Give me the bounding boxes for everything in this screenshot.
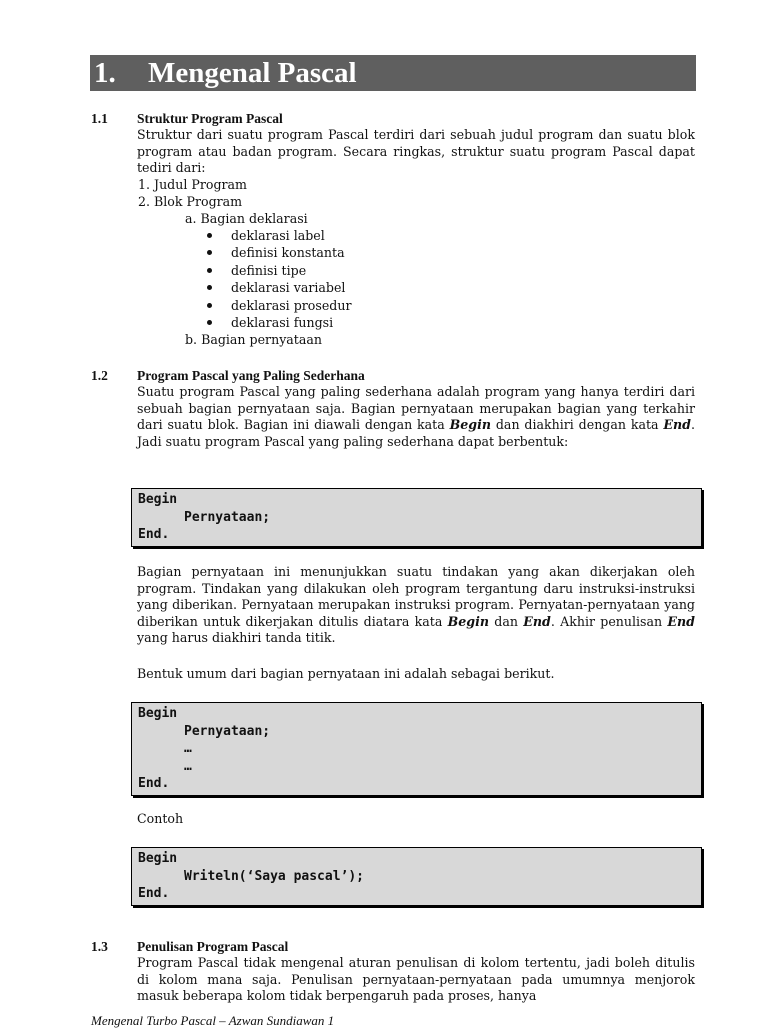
keyword-end: End [523,613,551,629]
code-block-general [131,702,702,796]
code-line: End. [138,527,170,542]
section-number: 1.1 [91,111,108,126]
paragraph-general-form: Bentuk umum dari bagian pernyataan ini adalah sebagai berikut. [137,666,555,681]
paragraph-simplest-program: Suatu program Pascal yang paling sederhana adalah program yang hanya terdiri dari sebuah bagian pernyataan saja. Bagian pernyataan merupakan bagian yang terkahir dari suatu blok. Bagian ini diawali dengan kata Begin dan diakhiri dengan kata End. Jadi suatu program Pascal yang paling sederhana dapat berbentuk: [137,384,695,449]
code-line: Begin [138,492,178,507]
keyword-begin: Begin [449,417,492,433]
section-number: 1.3 [91,939,108,954]
section-title: Penulisan Program Pascal [137,939,289,954]
code-line: Begin [138,706,178,721]
code-line: Pernyataan; [184,723,271,739]
bullet-item: deklarasi prosedur [231,298,352,313]
section-title: Program Pascal yang Paling Sederhana [137,368,365,383]
code-line: Pernyataan; [184,509,271,525]
section-number: 1.2 [91,368,108,383]
chapter-number: 1. [94,57,116,89]
bullet-icon [207,303,212,308]
bullet-item: deklarasi label [231,228,325,243]
chapter-title-text: Mengenal Pascal [148,57,357,89]
code-block-example [131,847,702,906]
example-label: Contoh [137,811,184,826]
paragraph-writing-program: Program Pascal tidak mengenal aturan penulisan di kolom tertentu, jadi boleh ditulis di kolom mana saja. Penulisan pernyataan-pernyataan pada umumnya menjorok masuk beberapa kolom tidak berpengaruh pada proses, hanya [137,955,695,1004]
page-footer: Mengenal Turbo Pascal – Azwan Sundiawan 1 [91,1013,335,1028]
code-line: End. [138,776,170,791]
bullet-item: definisi tipe [231,263,307,278]
sublist-item-deklarasi: a. Bagian deklarasi [185,211,308,226]
keyword-end: End [667,613,695,629]
code-line: Writeln(‘Saya pascal’); [184,868,365,884]
list-item-judul: 1. Judul Program [138,177,247,192]
bullet-icon [207,320,212,325]
keyword-end: End [663,417,691,433]
paragraph-statement-section: Bagian pernyataan ini menunjukkan suatu tindakan yang akan dikerjakan oleh program. Tindakan yang dilakukan oleh program tergantung daru instruksi-instruksi yang diberikan. Pernyataan merupakan instruksi program. Pernyatan-pernyataan yang diberikan untuk dikerjakan ditulis diatara kata Begin dan End. Akhir penulisan End yang harus diakhiri tanda titik. [137,564,695,646]
section-title: Struktur Program Pascal [137,111,283,126]
bullet-item: definisi konstanta [231,245,345,260]
code-line: … [184,741,192,756]
bullet-icon [207,250,212,255]
bullet-item: deklarasi fungsi [231,315,334,330]
chapter-title [90,55,696,91]
code-line: Begin [138,851,178,866]
code-block-simple [131,488,702,547]
bullet-icon [207,233,212,238]
bullet-icon [207,285,212,290]
paragraph-structure-intro: Struktur dari suatu program Pascal terdiri dari sebuah judul program dan suatu blok program atau badan program. Secara ringkas, struktur suatu program Pascal dapat tediri dari: [137,127,695,176]
code-line: End. [138,886,170,901]
keyword-begin: Begin [447,613,490,629]
code-line: … [184,758,192,774]
sublist-item-pernyataan: b. Bagian pernyataan [185,332,323,347]
list-item-blok: 2. Blok Program [138,194,243,209]
bullet-item: deklarasi variabel [231,280,346,295]
bullet-icon [207,268,212,273]
